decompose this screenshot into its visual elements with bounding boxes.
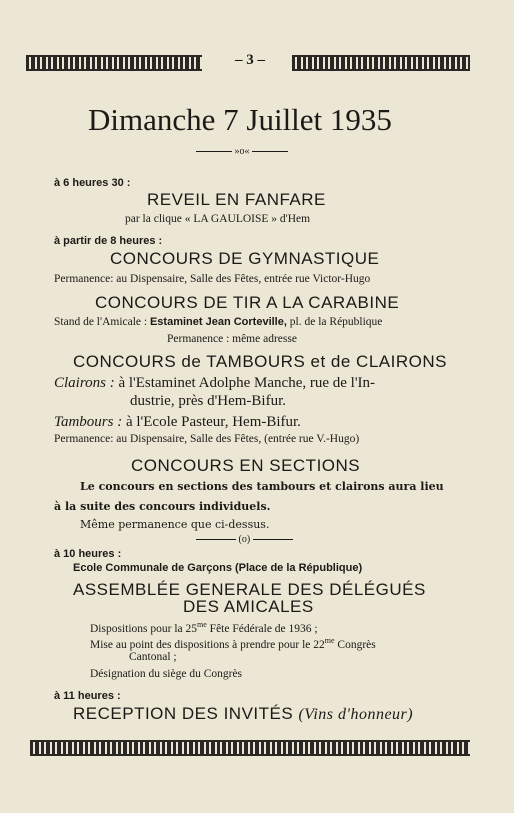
- ornament-mid: (o): [196, 534, 293, 545]
- time-8h: à partir de 8 heures :: [54, 235, 163, 247]
- heading-tir: CONCOURS DE TIR A LA CARABINE: [95, 293, 400, 312]
- time-6h30: à 6 heures 30 :: [54, 177, 131, 189]
- heading-assemblee-2: DES AMICALES: [183, 597, 314, 616]
- tambours-line: Tambours : à l'Ecole Pasteur, Hem-Bifur.: [54, 414, 301, 430]
- clairons-line1: Clairons : à l'Estaminet Adolphe Manche, rue de l'In-: [54, 375, 376, 391]
- page-title: Dimanche 7 Juillet 1935: [88, 102, 392, 137]
- heading-gymnastique: CONCOURS DE GYMNASTIQUE: [110, 249, 380, 268]
- sections-line1: Le concours en sections des tambours et clairons aura lieu: [80, 480, 444, 493]
- tambours-permanence: Permanence: au Dispensaire, Salle des Fêtes, (entrée rue V.-Hugo): [54, 433, 360, 445]
- heading-reception: RECEPTION DES INVITÉS (Vins d'honneur): [73, 704, 414, 723]
- agenda-item-3: Désignation du siège du Congrès: [90, 668, 243, 680]
- heading-sections: CONCOURS EN SECTIONS: [131, 456, 361, 475]
- ecole-place: Ecole Communale de Garçons (Place de la République): [73, 562, 363, 574]
- agenda-item-2: Mise au point des dispositions à prendre pour le $22^{me}$ Congrès: [90, 636, 376, 651]
- decorative-border-bottom: [30, 740, 470, 756]
- tir-line2: Permanence : même adresse: [167, 333, 297, 345]
- time-10h: à 10 heures :: [54, 548, 122, 560]
- heading-tambours-clairons: CONCOURS de TAMBOURS et de CLAIRONS: [73, 352, 447, 371]
- heading-assemblee-1: ASSEMBLÉE GENERALE DES DÉLÉGUÉS: [73, 580, 426, 599]
- agenda-item-1: Dispositions pour la $25^{me}$ Fête Fédérale de 1936 ;: [90, 620, 318, 635]
- decorative-border-top-left: [26, 55, 202, 71]
- decorative-border-top-right: [292, 55, 470, 71]
- clairons-line2: dustrie, près d'Hem-Bifur.: [130, 393, 287, 409]
- ornament-top: »o«: [196, 146, 288, 157]
- agenda-item-2-line2: Cantonal ;: [129, 651, 177, 663]
- time-11h: à 11 heures :: [54, 690, 121, 702]
- reveil-line: par la clique « LA GAULOISE » d'Hem: [125, 213, 311, 225]
- page-number: – 3 –: [235, 52, 265, 68]
- sections-line3: Même permanence que ci-dessus.: [80, 518, 270, 531]
- gym-line: Permanence: au Dispensaire, Salle des Fêtes, entrée rue Victor-Hugo: [54, 273, 371, 285]
- heading-reveil: REVEIL EN FANFARE: [147, 190, 326, 209]
- tir-line: Stand de l'Amicale : Estaminet Jean Corteville, pl. de la République: [54, 316, 383, 328]
- sections-line2: à la suite des concours individuels.: [54, 500, 271, 513]
